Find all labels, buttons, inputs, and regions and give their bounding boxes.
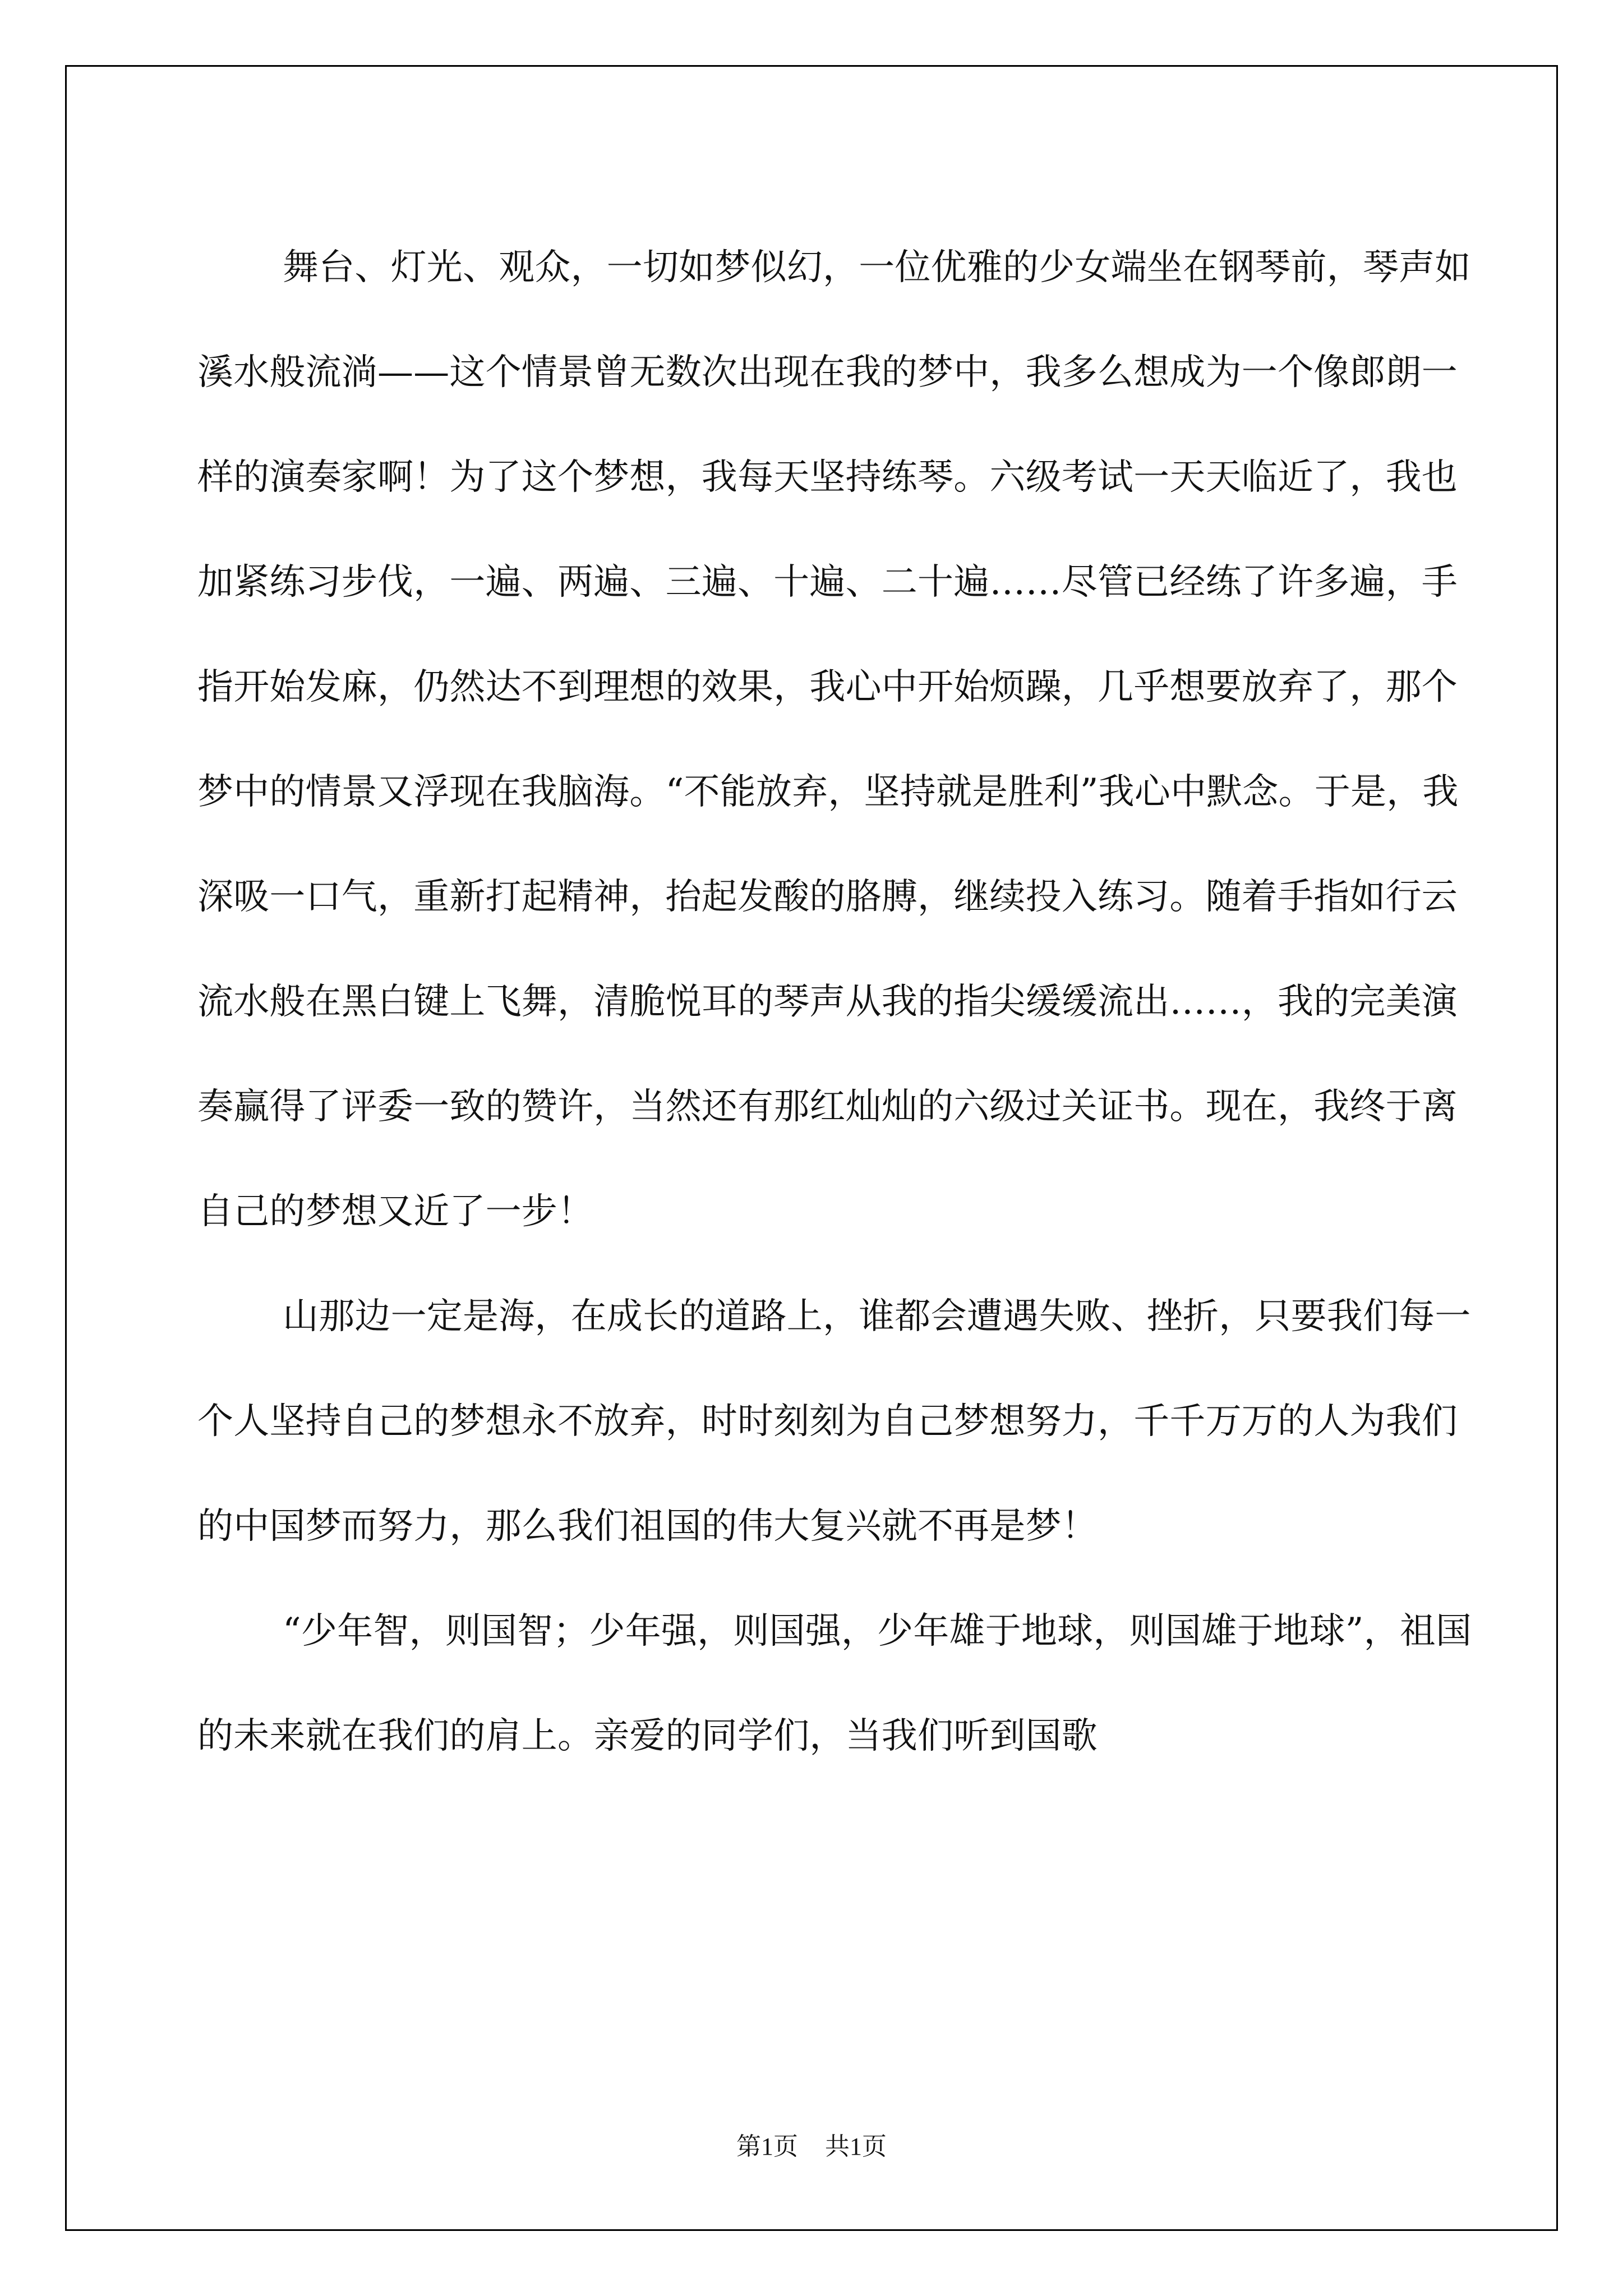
page-total: 共1页: [825, 2133, 887, 2160]
document-body: [197, 215, 1482, 1789]
paragraph-3: “少年智，则国智；少年强，则国强，少年雄于地球，则国雄于地球”，祖国的未来就在我们的肩上。亲爱的同学们，当我们听到国歌: [197, 1611, 1472, 1757]
paragraph-1: 舞台、灯光、观众，一切如梦似幻，一位优雅的少女端坐在钢琴前，琴声如溪水般流淌——这个情景曾无数次出现在我的梦中，我多么想成为一个像郎朗一样的演奏家啊！为了这个梦想，我每天坚持练琴。六级考试一天天临近了，我也加紧练习步伐，一遍、两遍、三遍、十遍、二十遍……尽管已经练了许多遍，手指开始发麻，仍然达不到理想的效果，我心中开始烦躁，几乎想要放弃了，那个梦中的情景又浮现在我脑海。“不能放弃，坚持就是胜利”我心中默念。于是，我深吸一口气，重新打起精神，抬起发酸的胳膊，继续投入练习。随着手指如行云流水般在黑白键上飞舞，清脆悦耳的琴声从我的指尖缓缓流出……，我的完美演奏赢得了评委一致的赞许，当然还有那红灿灿的六级过关证书。现在，我终于离自己的梦想又近了一步！: [197, 247, 1471, 1232]
paragraph-2: 山那边一定是海，在成长的道路上，谁都会遭遇失败、挫折，只要我们每一个人坚持自己的梦想永不放弃，时时刻刻为自己梦想努力，千千万万的人为我们的中国梦而努力，那么我们祖国的伟大复兴就不再是梦！: [197, 1296, 1471, 1547]
page-footer: [0, 2126, 1623, 2162]
page-number: 第1页: [736, 2133, 798, 2160]
